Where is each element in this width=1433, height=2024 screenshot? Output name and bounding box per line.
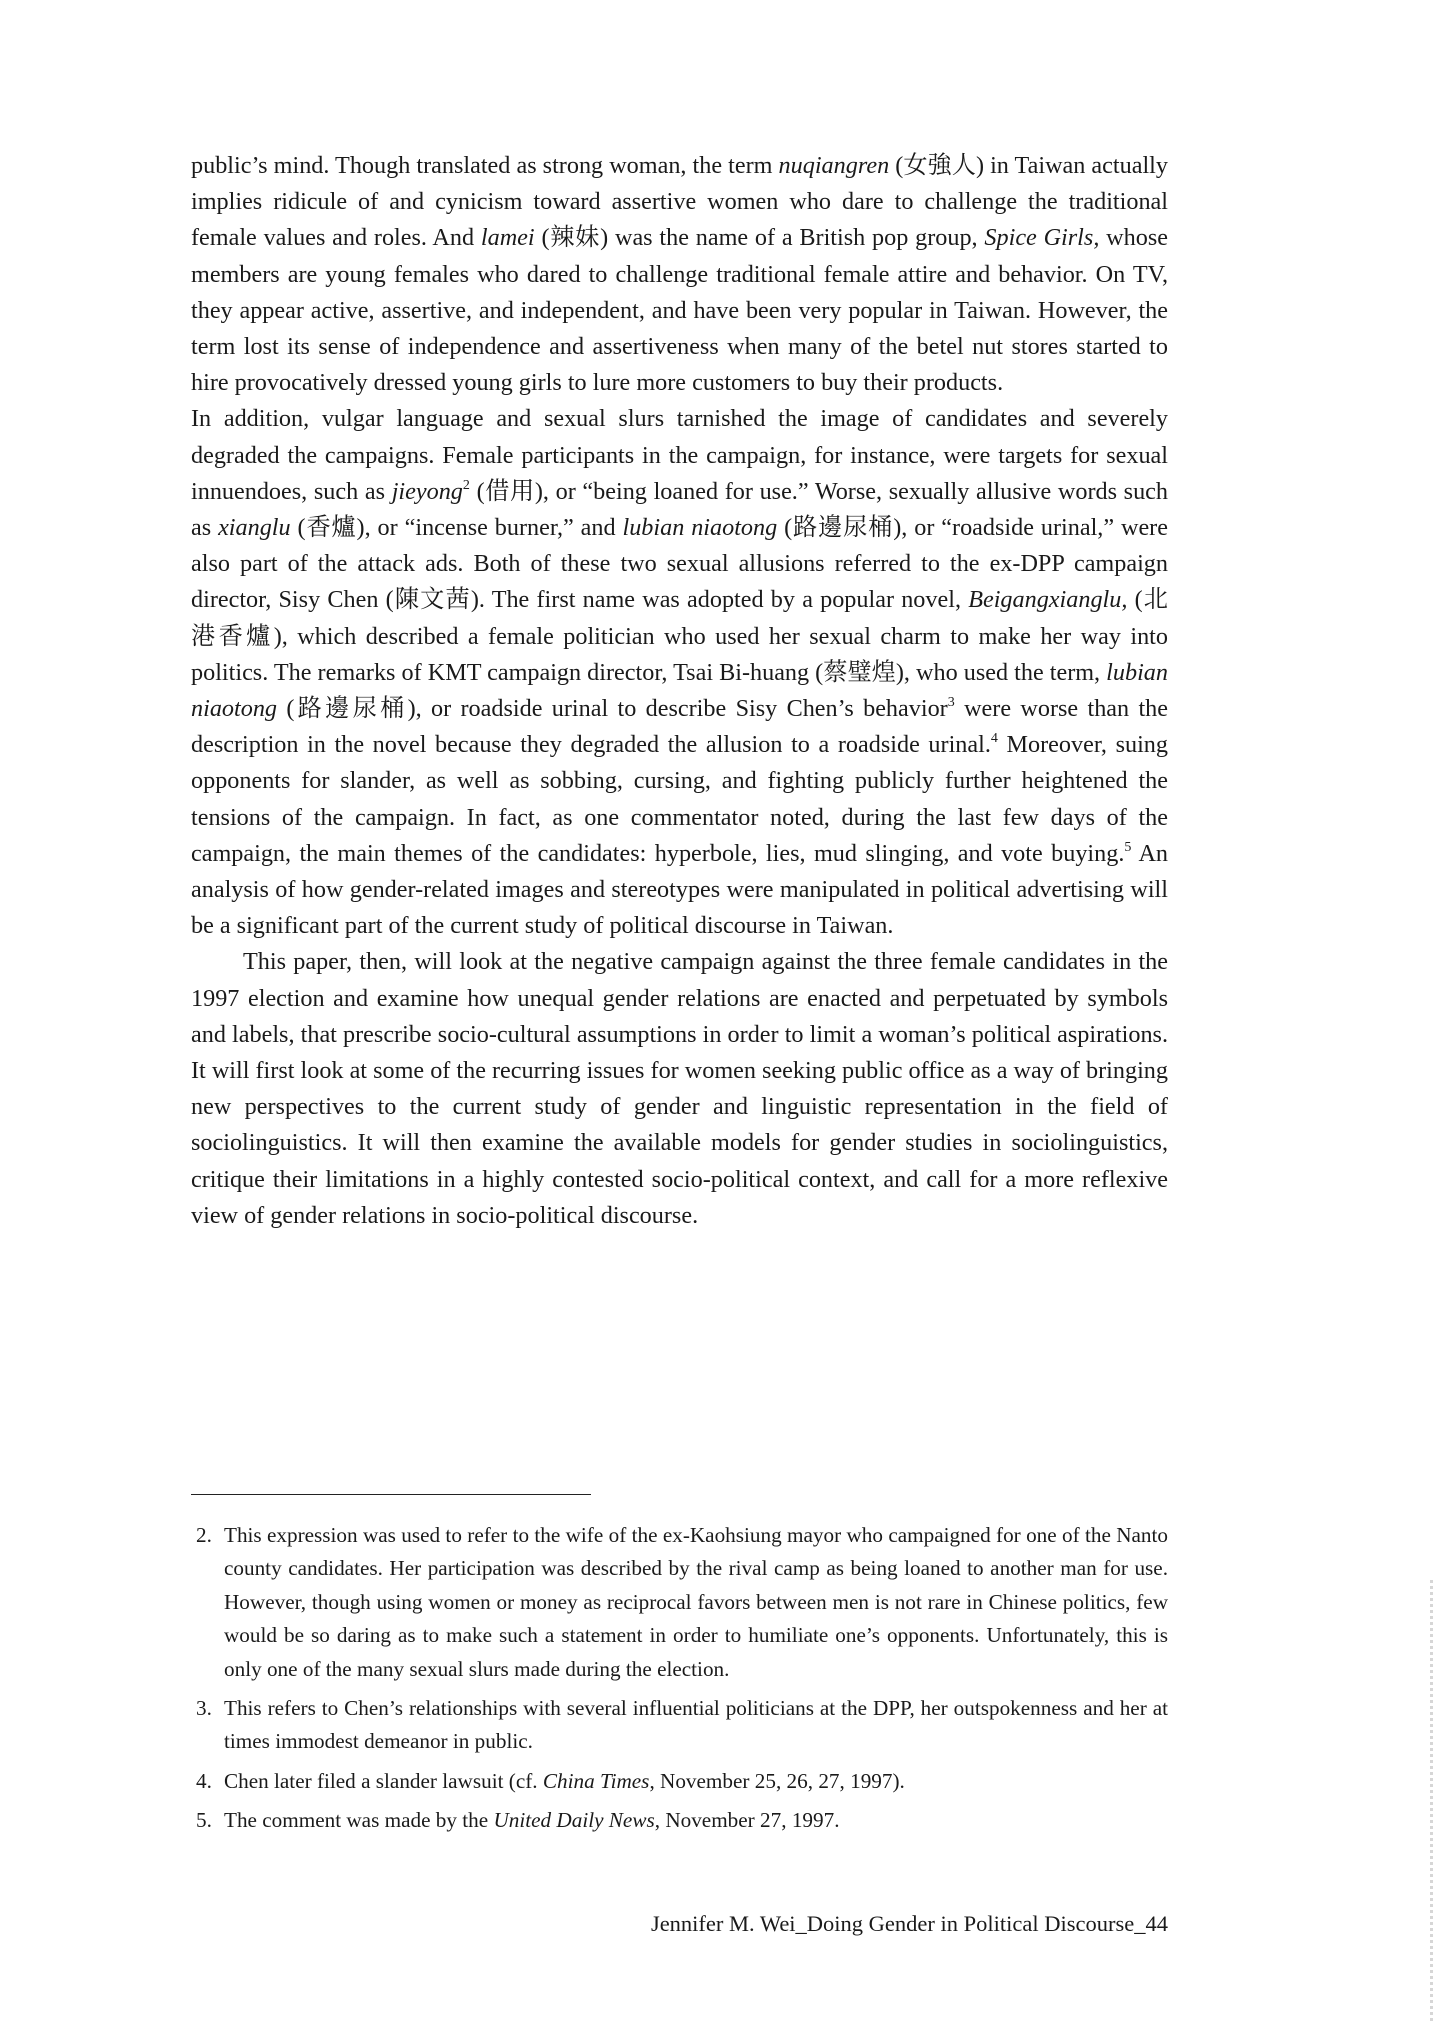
footnote-ref[interactable]: 3	[947, 694, 955, 710]
text-run: (香爐), or “incense burner,” and	[290, 514, 623, 542]
italic-term: jieyong	[391, 477, 463, 505]
source-title: United Daily News	[493, 1808, 655, 1833]
footnote-ref[interactable]: 2	[462, 477, 470, 493]
footnote-text: This expression was used to refer to the wife of the ex-Kaohsiung mayor who campaigned for one of the Nanto county candidates. Her participation was described by the rival camp as being loaned to another man for use. However, though using women or money as reciprocal favors between men is not rare in Chinese politics, few would be so daring as to make such a statement in order to humiliate one’s opponents. Unfortunately, this is only one of the many sexual slurs made during the election.	[224, 1523, 1168, 1681]
source-title: China Times	[542, 1768, 650, 1793]
footnote-number: 3.	[196, 1696, 212, 1721]
footnote-number: 5.	[196, 1808, 212, 1833]
italic-term: lubian niaotong	[622, 514, 778, 542]
text-run: Chen later filed a slander lawsuit (cf.	[224, 1768, 543, 1793]
running-footer: Jennifer M. Wei_Doing Gender in Political Discourse_44	[650, 1911, 1168, 1936]
footnote-2	[196, 1519, 1168, 1686]
text-run: whose members are young females who dared to challenge traditional female attire and behavior. On TV, they appear active, assertive, and independent, and have been very popular in Taiwan. However, the term lost its sense of independence and assertiveness when many of the betel nut stores started to hire provocatively dressed young girls to lure more customers to buy their products.	[191, 224, 1168, 397]
main-body-text	[191, 148, 1168, 1234]
footnote-number: 2.	[196, 1523, 212, 1547]
text-run: , November 27, 1997.	[654, 1808, 840, 1833]
footnote-number: 4.	[196, 1768, 212, 1793]
footnotes-section	[196, 1519, 1168, 1844]
text-run: The comment was made by the	[224, 1808, 494, 1833]
paragraph-3: This paper, then, will look at the negative campaign against the three female candidates in the 1997 election and examine how unequal gender relations are enacted and perpetuated by symbols and labels, that prescribe socio-cultural assumptions in order to limit a woman’s political aspirations. It will first look at some of the recurring issues for women seeking public office as a way of bringing new perspectives to the current study of gender and linguistic representation in the field of sociolinguistics. It will then examine the available models for gender studies in sociolinguistics, critique their limitations in a highly contested socio-political context, and call for a more reflexive view of gender relations in socio-political discourse.	[191, 948, 1168, 1229]
text-run: (女強人) in Taiwan actually implies ridicule of and cynicism toward assertive women who dare to challenge the traditional female values and roles. And	[191, 152, 1168, 252]
paragraph-1	[191, 148, 1168, 401]
paragraph-2	[191, 401, 1168, 944]
text-run: (路邊尿桶), or roadside urinal to describe Sisy Chen’s behavior	[277, 695, 948, 723]
text-run: , November 25, 26, 27, 1997).	[649, 1768, 905, 1793]
italic-term: lubian niaotong	[191, 658, 1168, 723]
footnote-ref[interactable]: 5	[1124, 839, 1132, 855]
text-run: (借用), or “being loaned for use.” Worse, sexually allusive words such as	[191, 477, 1169, 542]
footnote-text: This refers to Chen’s relationships with several influential politicians at the DPP, her outspokenness and her at times immodest demeanor in public.	[224, 1696, 1168, 1754]
text-run: In addition, vulgar language and sexual slurs tarnished the image of candidates and severely degraded the campaigns. Female participants in the campaign, for instance, were targets for sexual innuendoes, such as	[191, 405, 1168, 505]
text-run: Moreover, suing opponents for slander, as well as sobbing, cursing, and fighting publicly further heightened the tensions of the campaign. In fact, as one commentator noted, during the last few days of the campaign, the main themes of the candidates: hyperbole, lies, mud slinging, and vote buying.	[191, 731, 1168, 867]
text-run: public’s mind. Though translated as strong woman, the term	[191, 152, 779, 179]
footnote-5	[196, 1804, 1168, 1837]
italic-term: nuqiangren	[778, 152, 890, 179]
italic-term: lamei	[480, 224, 535, 252]
text-run: (北港香爐), which described a female politician who used her sexual charm to make her way into politics. The remarks of KMT campaign director, Tsai Bi-huang (蔡璧煌), who used the term,	[191, 586, 1168, 686]
text-run: were worse than the description in the novel because they degraded the allusion to a roadside urinal.	[191, 695, 1169, 759]
footnote-text	[224, 1765, 1168, 1798]
text-run: (辣妹) was the name of a British pop group,	[534, 224, 985, 252]
italic-term: Spice Girls,	[984, 224, 1100, 252]
footnote-4	[196, 1765, 1168, 1798]
footnote-text	[224, 1804, 1168, 1837]
footnote-ref[interactable]: 4	[990, 731, 998, 747]
text-run: An analysis of how gender-related images and stereotypes were manipulated in political advertising will be a significant part of the current study of political discourse in Taiwan.	[191, 839, 1168, 940]
footnote-3	[196, 1692, 1168, 1759]
footnote-divider	[191, 1494, 591, 1495]
italic-term: Beigangxianglu,	[968, 586, 1128, 614]
italic-term: xianglu	[218, 514, 291, 542]
text-run: (路邊尿桶), or “roadside urinal,” were also part of the attack ads. Both of these two sexual allusions referred to the ex-DPP campaign director, Sisy Chen (陳文茜). The first name was adopted by a popular novel,	[191, 514, 1168, 614]
